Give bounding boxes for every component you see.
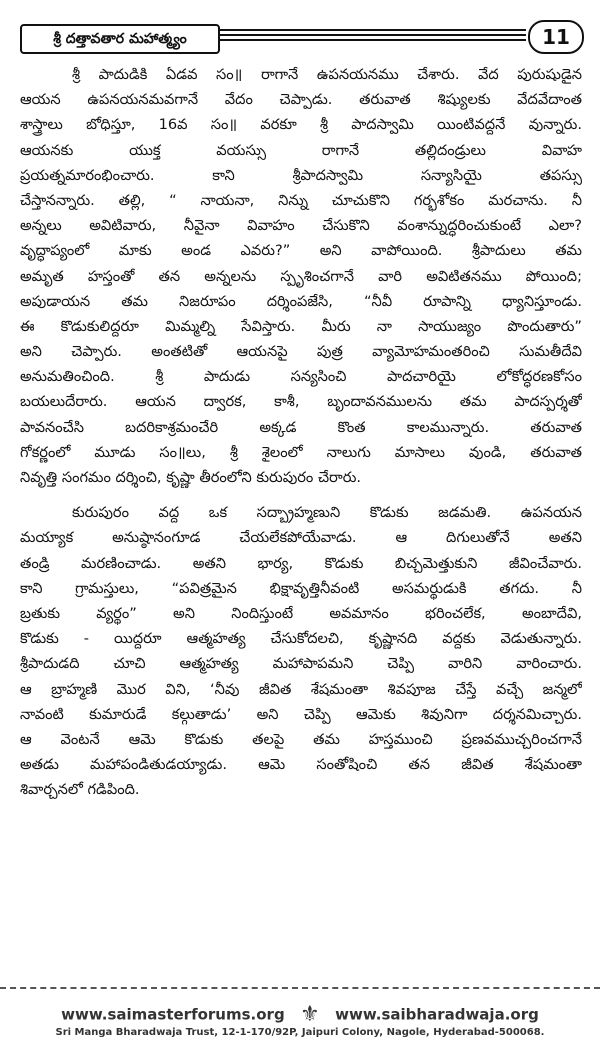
page-number: 11 [528, 20, 584, 54]
text-line: ఆ బ్రాహ్మణి మొర విని, ‘నీవు జీవిత శేషమంతా శివపూజ చేస్తే వచ్చే జన్మలో [20, 680, 582, 698]
text-line: అని చెప్పారు. అంతటితో ఆయనపై పుత్ర వ్యామోహమంతరించి సుమతీదేవి [20, 343, 582, 361]
text-line: వృద్ధాప్యంలో మాకు అండ ఎవరు?” అని వాపోయింది. శ్రీపాదులు తమ [20, 242, 582, 260]
text-line: ఆ వెంటనే ఆమె కొడుకు తలపై తమ హస్తముంచి ప్రణవముచ్చరించగానే [20, 730, 582, 748]
text-line: ఆయన ఉపనయనమవగానే వేదం చెప్పాడు. తరువాత శిష్యులకు వేదవేదాంత [20, 91, 582, 109]
text-line: గోకర్ణంలో మూడు సం॥లు, శ్రీ శైలంలో నాలుగు మాసాలు వుండి, తరువాత [20, 443, 582, 461]
book-title: శ్రీ దత్తావతార మహాత్మ్యం [20, 24, 220, 54]
footer-divider [0, 987, 600, 989]
text-line: నావంటి కుమారుడే కల్గుతాడు’ అని చెప్పి ఆమెకు శివునిగా దర్శనమిచ్చారు. [20, 705, 582, 723]
text-line: అతడు మహాపండితుడయ్యాడు. ఆమె సంతోషించి తన జీవిత శేషమంతా [20, 756, 582, 774]
website-link-saimasterforums[interactable]: www.saimasterforums.org [61, 1005, 285, 1024]
trust-address: Sri Manga Bharadwaja Trust, 12-1-170/92P, Jaipuri Colony, Nagole, Hyderabad-500068. [55, 1027, 545, 1038]
text-line: అమృత హస్తంతో తన అన్నలను స్పృశించగానే వారి అవిటితనము పోయింది; [20, 267, 582, 285]
website-link-saibharadwaja[interactable]: www.saibharadwaja.org [335, 1005, 539, 1024]
fleur-de-lis-icon: ⚜ [300, 1002, 320, 1027]
text-line: శివార్చనలో గడిపింది. [20, 781, 140, 799]
paragraph-1 [20, 62, 582, 490]
text-line: శాస్త్రాలు బోధిస్తూ, 16వ సం॥ వరకూ శ్రీ పాదస్వామి యింటివద్దనే వున్నారు. [20, 116, 582, 134]
text-line: కురుపురం వద్ద ఒక సద్బ్రాహ్మణుని కొడుకు జడమతి. ఉపనయన [72, 504, 582, 522]
text-line: అన్నలు అవిటివారు, నీవైనా వివాహం చేసుకొని వంశాన్నుద్ధరించుకుంటే ఎలా? [20, 217, 582, 235]
text-line: తండ్రి మరణించాడు. అతని భార్య, కొడుకు బిచ్చమెత్తుకుని జీవించేవారు. [20, 554, 582, 572]
text-line: ఆయనకు యుక్త వయస్సు రాగానే తల్లిదండ్రులు వివాహ [20, 141, 582, 159]
text-line: పావనంచేసి బదరికాశ్రమంచేరి అక్కడ కొంత కాలమున్నారు. తరువాత [20, 418, 582, 436]
footer-links [0, 1002, 600, 1026]
text-line: ఈ కొడుకులిద్దరూ మిమ్మల్ని సేవిస్తారు. మీరు నా సాయుజ్యం పొందుతారు” [20, 317, 582, 335]
text-line: నివృత్తి సంగమం దర్శించి, కృష్ణా తీరంలోని కురుపురం చేరారు. [20, 469, 362, 486]
text-line: అనుమతించింది. శ్రీ పాదుడు సన్యసించి పాదచారియై లోకోద్ధరణకోసం [20, 368, 582, 386]
text-line: కొడుకు - యిద్దరూ ఆత్మహత్య చేసుకోదలచి, కృష్ణానది వద్దకు వెడుతున్నారు. [20, 630, 582, 648]
text-line: శ్రీపాదుడది చూచి ఆత్మహత్య మహాపాపమని చెప్పి వారిని వారించారు. [20, 655, 582, 673]
text-line: బయలుదేరారు. ఆయన ద్వారక, కాశీ, బృందావనములను తమ పాదస్పర్శతో [20, 393, 582, 411]
text-line: కాని గ్రామస్తులు, “పవిత్రమైన భిక్షావృత్తినీవంటి అసమర్థుడుకి తగదు. నీ [20, 579, 582, 597]
header-rule-lines [220, 29, 526, 45]
page-header [14, 20, 586, 54]
text-line: ప్రయత్నమారంభించారు. కాని శ్రీపాదస్వామి సన్యాసియై తపస్సు [20, 166, 582, 184]
text-line: అపుడాయన తమ నిజరూపం దర్శింపజేసి, “నీవీ రూపాన్ని ధ్యానిస్తూండు. [20, 292, 582, 310]
text-line: చేస్తానన్నారు. తల్లి, “ నాయనా, నిన్ను చూచుకొని గర్భశోకం మరచాను. నీ [20, 191, 582, 209]
text-line: బ్రతుకు వ్యర్థం” అని నిందిస్తుంటే అవమానం భరించలేక, అంబాదేవి, [20, 604, 582, 622]
page-body [20, 62, 582, 802]
text-line: శ్రీ పాదుడికి ఏడవ సం॥ రాగానే ఉపనయనము చేశారు. వేద పురుషుడైన [72, 66, 582, 83]
text-line: మయ్యాక అనుష్ఠానంగూడ చేయలేకపోయేవాడు. ఆ దిగులుతోనే అతని [20, 529, 582, 547]
paragraph-2 [20, 500, 582, 802]
